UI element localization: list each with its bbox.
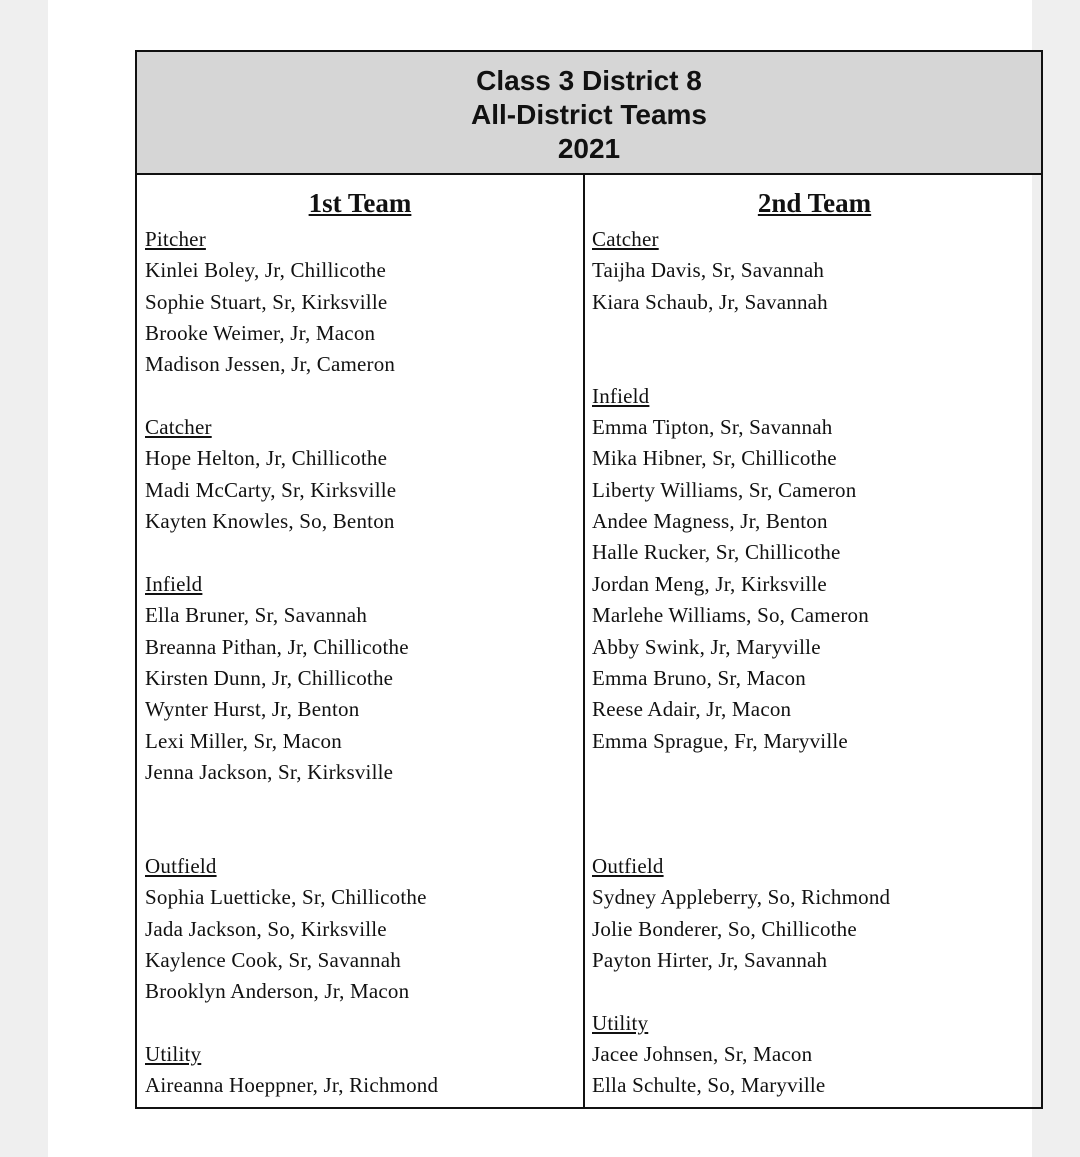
header-year: 2021 xyxy=(557,133,621,164)
section-heading-catcher: Catcher xyxy=(145,415,212,439)
second-team-title: 2nd Team xyxy=(757,188,872,218)
section-heading-utility: Utility xyxy=(592,1011,649,1035)
player-entry: Lexi Miller, Sr, Macon xyxy=(145,729,342,753)
player-entry: Breanna Pithan, Jr, Chillicothe xyxy=(145,635,409,659)
player-entry: Sophia Luetticke, Sr, Chillicothe xyxy=(145,885,427,909)
player-entry: Aireanna Hoeppner, Jr, Richmond xyxy=(145,1073,439,1097)
first-team-column xyxy=(145,175,575,1107)
column-divider xyxy=(583,175,585,1107)
player-entry: Jacee Johnsen, Sr, Macon xyxy=(592,1042,813,1066)
player-entry: Halle Rucker, Sr, Chillicothe xyxy=(592,540,841,564)
first-team-title: 1st Team xyxy=(308,188,412,218)
player-entry: Sydney Appleberry, So, Richmond xyxy=(592,885,891,909)
document-page xyxy=(48,0,1032,1157)
player-entry: Liberty Williams, Sr, Cameron xyxy=(592,478,857,502)
section-heading-catcher: Catcher xyxy=(592,227,659,251)
player-entry: Andee Magness, Jr, Benton xyxy=(592,509,828,533)
header-subtitle: All-District Teams xyxy=(471,99,707,130)
player-entry: Kiara Schaub, Jr, Savannah xyxy=(592,290,828,314)
player-entry: Madi McCarty, Sr, Kirksville xyxy=(145,478,397,502)
section-heading-outfield: Outfield xyxy=(592,854,664,878)
player-entry: Jolie Bonderer, So, Chillicothe xyxy=(592,917,857,941)
player-entry: Ella Bruner, Sr, Savannah xyxy=(145,603,368,627)
second-team-column xyxy=(592,175,1037,1107)
section-heading-pitcher: Pitcher xyxy=(145,227,206,251)
player-entry: Ella Schulte, So, Maryville xyxy=(592,1073,826,1097)
player-entry: Abby Swink, Jr, Maryville xyxy=(592,635,821,659)
player-entry: Kinlei Boley, Jr, Chillicothe xyxy=(145,258,386,282)
player-entry: Sophie Stuart, Sr, Kirksville xyxy=(145,290,388,314)
player-entry: Emma Bruno, Sr, Macon xyxy=(592,666,806,690)
table-header xyxy=(137,52,1041,175)
player-entry: Brooklyn Anderson, Jr, Macon xyxy=(145,979,410,1003)
player-entry: Jada Jackson, So, Kirksville xyxy=(145,917,387,941)
section-heading-outfield: Outfield xyxy=(145,854,217,878)
player-entry: Wynter Hurst, Jr, Benton xyxy=(145,697,360,721)
section-heading-infield: Infield xyxy=(592,384,650,408)
player-entry: Brooke Weimer, Jr, Macon xyxy=(145,321,376,345)
player-entry: Kirsten Dunn, Jr, Chillicothe xyxy=(145,666,394,690)
teams-table xyxy=(135,50,1043,1109)
player-entry: Taijha Davis, Sr, Savannah xyxy=(592,258,825,282)
player-entry: Kayten Knowles, So, Benton xyxy=(145,509,395,533)
player-entry: Reese Adair, Jr, Macon xyxy=(592,697,792,721)
player-entry: Marlehe Williams, So, Cameron xyxy=(592,603,869,627)
section-heading-utility: Utility xyxy=(145,1042,202,1066)
player-entry: Emma Sprague, Fr, Maryville xyxy=(592,729,848,753)
player-entry: Jenna Jackson, Sr, Kirksville xyxy=(145,760,394,784)
player-entry: Hope Helton, Jr, Chillicothe xyxy=(145,446,388,470)
player-entry: Jordan Meng, Jr, Kirksville xyxy=(592,572,827,596)
header-title: Class 3 District 8 xyxy=(476,65,702,96)
player-entry: Madison Jessen, Jr, Cameron xyxy=(145,352,396,376)
player-entry: Emma Tipton, Sr, Savannah xyxy=(592,415,833,439)
player-entry: Mika Hibner, Sr, Chillicothe xyxy=(592,446,837,470)
player-entry: Kaylence Cook, Sr, Savannah xyxy=(145,948,401,972)
section-heading-infield: Infield xyxy=(145,572,203,596)
player-entry: Payton Hirter, Jr, Savannah xyxy=(592,948,828,972)
